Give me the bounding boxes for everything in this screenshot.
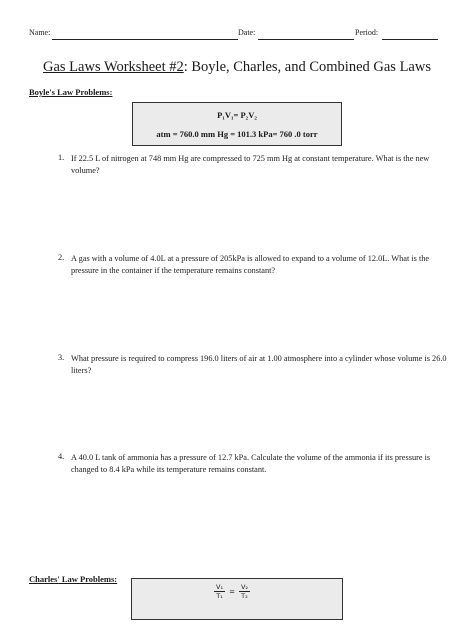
- period-label: Period:: [355, 28, 379, 37]
- boyles-formula: P₁V₁= P₂V₂: [217, 110, 257, 120]
- fraction-v2-t2: [239, 583, 250, 600]
- question-1-number: 1.: [58, 153, 65, 162]
- name-label: Name:: [29, 28, 51, 37]
- pressure-conversion: atm = 760.0 mm Hg = 101.3 kPa= 760 .0 torr: [156, 129, 318, 139]
- question-2-number: 2.: [58, 253, 65, 262]
- question-1-text: If 22.5 L of nitrogen at 748 mm Hg are compressed to 725 mm Hg at constant temperature. What is the new volume?: [71, 154, 430, 175]
- title-main: Gas Laws Worksheet #2: [43, 59, 184, 75]
- date-label: Date:: [238, 28, 256, 37]
- boyles-formula-box: [132, 102, 342, 146]
- period-field-line[interactable]: [382, 39, 438, 40]
- charles-formula-box: [131, 578, 343, 620]
- date-field-line[interactable]: [258, 39, 354, 40]
- question-4-number: 4.: [58, 452, 65, 461]
- fraction-v1-t1: [214, 583, 225, 600]
- page-title: [0, 59, 474, 76]
- t2: T₂: [241, 592, 248, 600]
- title-subtitle: : Boyle, Charles, and Combined Gas Laws: [183, 59, 431, 75]
- question-3-number: 3.: [58, 353, 65, 362]
- equals-sign: =: [229, 587, 235, 596]
- question-4-text: A 40.0 L tank of ammonia has a pressure of 12.7 kPa. Calculate the volume of the ammonia if its pressure is changed to 8.4 kPa while its temperature remains constant.: [71, 453, 431, 474]
- question-3-text: What pressure is required to compress 196.0 liters of air at 1.00 atmosphere into a cylinder whose volume is 26.0 liters?: [71, 354, 447, 375]
- name-field-line[interactable]: [52, 39, 238, 40]
- charles-law-heading: Charles' Law Problems:: [29, 574, 118, 584]
- v1: V₁: [216, 583, 224, 591]
- boyles-law-heading: Boyle's Law Problems:: [29, 87, 113, 97]
- t1: T₁: [216, 592, 223, 600]
- question-2-text: A gas with a volume of 4.0L at a pressure of 205kPa is allowed to expand to a volume of 12.0L. What is the pressure in the container if the temperature remains constant?: [71, 254, 430, 275]
- v2: V₂: [240, 583, 248, 591]
- charles-formula: [214, 583, 250, 600]
